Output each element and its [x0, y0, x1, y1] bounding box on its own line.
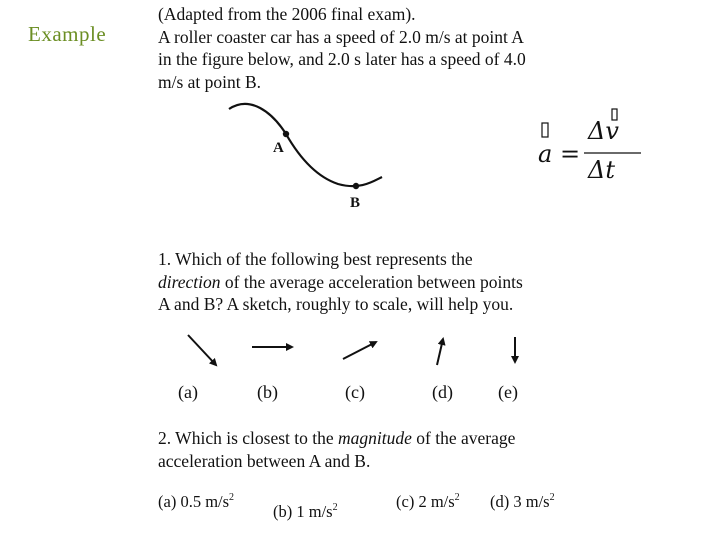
magnitude-choice-a: (a) 0.5 $m/s^2$ [158, 492, 235, 511]
choice-b-label: (b) [257, 382, 278, 402]
choice-d-label: (d) [432, 382, 453, 402]
arrow-d-icon [432, 334, 452, 368]
formula-denominator: Δt [588, 156, 615, 184]
magnitude-choice-b: (b) 1 $m/s^2$ [273, 502, 338, 521]
choice-a-label: (a) [178, 382, 198, 402]
question-1-line: A and B? A sketch, roughly to scale, will help you. [158, 294, 514, 314]
choice-c-label: (c) [345, 382, 365, 402]
slide-label: Example [28, 22, 107, 46]
formula-lhs: a [538, 140, 553, 168]
track-figure [220, 100, 420, 220]
problem-intro [158, 3, 588, 93]
question-1 [158, 248, 588, 316]
track-curve [229, 104, 382, 186]
vector-box-icon [541, 122, 553, 140]
magnitude-choice-c: (c) 2 $m/s^2$ [396, 492, 460, 511]
question-2-line: 2. Which is closest to the magnitude of the average [158, 428, 516, 448]
point-a-label: A [273, 140, 284, 156]
question-1-line: direction of the average acceleration between points [158, 271, 523, 292]
direction-emphasis: direction [158, 271, 221, 292]
arrow-b-icon [250, 338, 300, 358]
magnitude-choice-d: (d) 3 $m/s^2$ [490, 492, 555, 511]
formula-numerator: Δv [588, 117, 619, 145]
intro-line: (Adapted from the 2006 final exam). [158, 4, 416, 24]
intro-line: A roller coaster car has a speed of 2.0 m/s at point A [158, 26, 524, 47]
arrow-c-icon [340, 336, 384, 366]
arrow-a-icon [185, 332, 225, 372]
question-2 [158, 427, 588, 472]
intro-line: m/s at point B. [158, 71, 262, 92]
magnitude-emphasis: magnitude [338, 428, 412, 448]
question-2-line: acceleration between A and B. [158, 450, 371, 471]
point-b-label: B [350, 195, 361, 211]
formula-equals: = [560, 140, 581, 168]
vector-box-icon [610, 108, 622, 122]
acceleration-formula [530, 108, 640, 188]
point-a-dot [283, 131, 289, 137]
choice-e-label: (e) [498, 382, 518, 402]
point-b-dot [353, 183, 359, 189]
intro-line: in the figure below, and 2.0 s later has a speed of 4.0 [158, 49, 526, 69]
arrow-e-icon [505, 334, 525, 368]
question-1-line: 1. Which of the following best represents the [158, 249, 473, 269]
